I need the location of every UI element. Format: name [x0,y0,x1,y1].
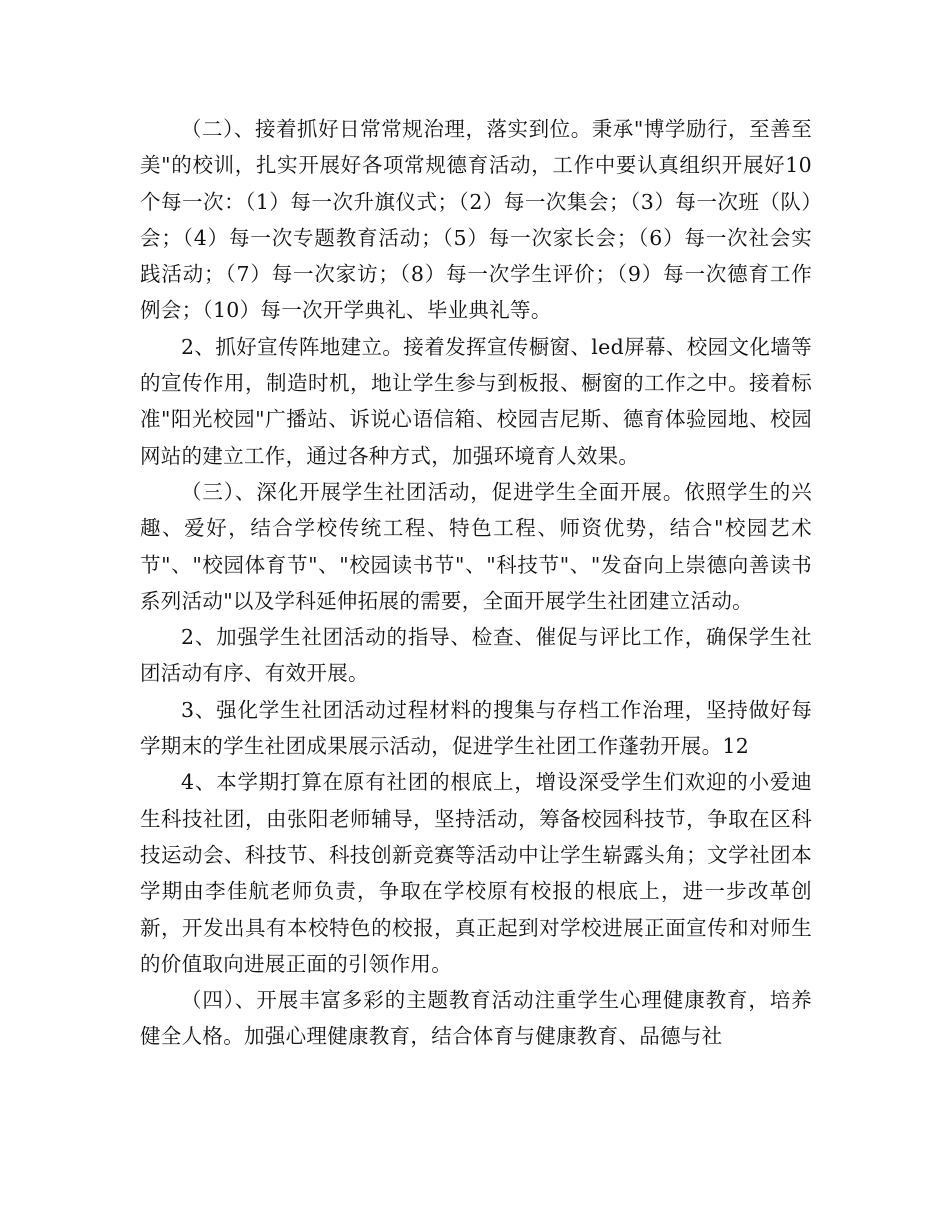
paragraph-club-guidance: 2、加强学生社团活动的指导、检查、催促与评比工作，确保学生社团活动有序、有效开展。 [140,625,812,686]
paragraph-student-clubs: （三）、深化开展学生社团活动，促进学生全面开展。依照学生的兴趣、爱好，结合学校传统工程、特色工程、师资优势，结合"校园艺术节"、"校园体育节"、"校园读书节"、"科技节"、"发奋向上崇德向善读书系列活动"以及学科延伸拓展的需要，全面开展学生社团建立活动。 [140,479,812,613]
document-page [140,111,812,1055]
paragraph-club-materials: 3、强化学生社团活动过程材料的搜集与存档工作治理，坚持做好每学期末的学生社团成果展示活动，促进学生社团工作蓬勃开展。12 [140,697,812,759]
paragraph-routine-management: （二）、接着抓好日常常规治理，落实到位。秉承"博学励行，至善至美"的校训，扎实开展好各项常规德育活动，工作中要认真组织开展好10个每一次：（1）每一次升旗仪式；（2）每一次集会；（3）每一次班（队）会；（4）每一次专题教育活动；（5）每一次家长会；（6）每一次社会实践活动；（7）每一次家访；（8）每一次学生评价；（9）每一次德育工作例会；（10）每一次开学典礼、毕业典礼等。 [140,117,812,323]
paragraph-new-clubs: 4、本学期打算在原有社团的根底上，增设深受学生们欢迎的小爱迪生科技社团，由张阳老师辅导，坚持活动，筹备校园科技节，争取在区科技运动会、科技节、科技创新竞赛等活动中让学生崭露头角；文学社团本学期由李佳航老师负责，争取在学校原有校报的根底上，进一步改革创新，开发出具有本校特色的校报，真正起到对学校进展正面宣传和对师生的价值取向进展正面的引领作用。 [140,770,812,976]
paragraph-publicity-positions: 2、抓好宣传阵地建立。接着发挥宣传橱窗、led屏幕、校园文化墙等的宣传作用，制造时机，地让学生参与到板报、橱窗的工作之中。接着标准"阳光校园"广播站、诉说心语信箱、校园吉尼斯、德育体验园地、校园网站的建立工作，通过各种方式，加强环境育人效果。 [140,334,812,468]
paragraph-theme-education: （四）、开展丰富多彩的主题教育活动注重学生心理健康教育，培养健全人格。加强心理健康教育，结合体育与健康教育、品德与社 [140,988,812,1049]
